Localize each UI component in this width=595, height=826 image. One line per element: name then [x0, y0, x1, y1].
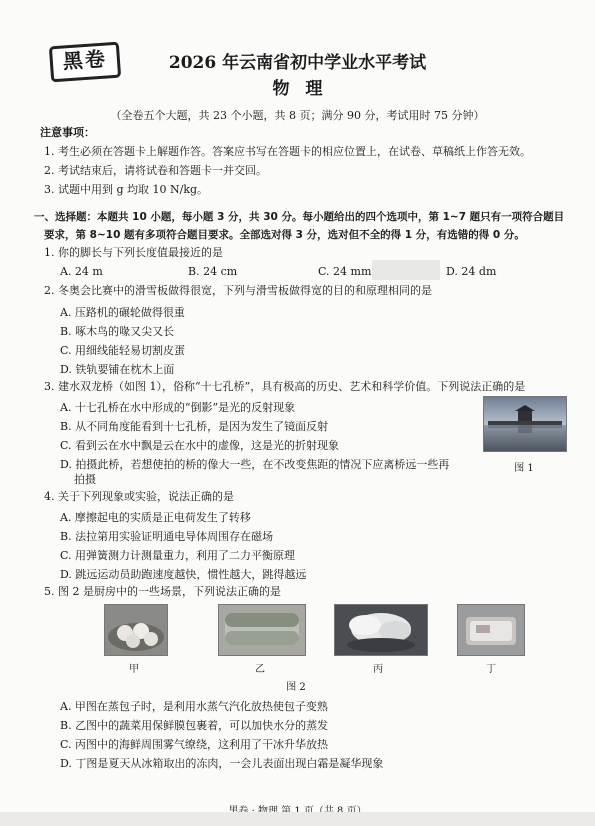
q2-option-c: C. 用细线能轻易切割皮蛋 — [60, 344, 186, 357]
q1-option-b: B. 24 cm — [188, 265, 238, 278]
q4-option-a: A. 摩擦起电的实质是正电荷发生了转移 — [60, 511, 251, 524]
figure-2-yi-wrapped-vegetables — [218, 604, 306, 656]
q3-option-c: C. 看到云在水中飘是云在水中的虚像，这是光的折射现象 — [60, 439, 340, 452]
q1-option-a: A. 24 m — [60, 265, 103, 278]
q5-option-c: C. 丙图中的海鲜周围雾气缭绕，这利用了干冰升华放热 — [60, 738, 329, 751]
figure-1-caption: 图 1 — [514, 463, 534, 474]
figure-2-ding-frozen-meat — [457, 604, 525, 656]
black-paper-stamp: 黑卷 — [49, 42, 121, 83]
notice-heading: 注意事项： — [40, 126, 95, 139]
exam-title: 2026 年云南省初中学业水平考试 — [168, 53, 427, 73]
q2-option-b: B. 啄木鸟的喙又尖又长 — [60, 325, 175, 338]
subject-title: 物理 — [272, 79, 339, 99]
notice-item-2: 2. 考试结束后，请将试卷和答题卡一并交回。 — [44, 164, 267, 177]
q4-option-b: B. 法拉第用实验证明通电导体周围存在磁场 — [60, 530, 274, 543]
figure-2-label-bing: 丙 — [373, 664, 383, 675]
q2-option-d: D. 铁轨要铺在枕木上面 — [60, 363, 175, 376]
wrapped-vegetables-image — [219, 605, 305, 655]
section1-line2: 要求，第 8~10 题有多项符合题目要求。全部选对得 3 分，选对但不全的得 1 分，有选错的得 0 分。 — [44, 229, 525, 241]
figure-1-bridge-photo — [483, 396, 567, 452]
figure-2-caption: 图 2 — [286, 682, 306, 693]
figure-2-jia-steamed-buns — [104, 604, 168, 656]
q4-stem: 4. 关于下列现象或实验，说法正确的是 — [44, 490, 234, 503]
steamed-buns-image — [105, 605, 167, 655]
q1-option-d: D. 24 dm — [446, 265, 497, 278]
q1-stem: 1. 你的脚长与下列长度值最接近的是 — [44, 246, 223, 259]
q2-stem: 2. 冬奥会比赛中的滑雪板做得很宽，下列与滑雪板做得宽的目的和原理相同的是 — [44, 284, 432, 297]
section1-line1: 一、选择题：本题共 10 小题，每小题 3 分，共 30 分。每小题给出的四个选项中，第 1~7 题只有一项符合题目 — [34, 211, 565, 223]
figure-2-bing-seafood-dry-ice — [334, 604, 428, 656]
q4-option-c: C. 用弹簧测力计测量重力，利用了二力平衡原理 — [60, 549, 296, 562]
frozen-meat-image — [458, 605, 524, 655]
figure-2-label-jia: 甲 — [129, 664, 139, 675]
scan-smudge — [372, 260, 440, 280]
q5-option-d: D. 丁图是夏天从冰箱取出的冻肉，一会儿表面出现白霜是凝华现象 — [60, 757, 384, 770]
q3-option-d: D. 拍摄此桥，若想使拍的桥的像大一些，在不改变焦距的情况下应离桥远一些再 — [60, 458, 450, 471]
q5-option-b: B. 乙图中的蔬菜用保鲜膜包裹着，可以加快水分的蒸发 — [60, 719, 329, 732]
figure-2-label-ding: 丁 — [486, 664, 496, 675]
q3-option-d-continued: 拍摄 — [74, 473, 96, 486]
figure-2-label-yi: 乙 — [255, 664, 265, 675]
q2-option-a: A. 压路机的碾轮做得很重 — [60, 306, 185, 319]
q3-option-a: A. 十七孔桥在水中形成的“倒影”是光的反射现象 — [60, 401, 296, 414]
scan-bottom-edge — [0, 812, 595, 826]
bridge-image — [484, 397, 566, 451]
q3-stem: 3. 建水双龙桥（如图 1），俗称“十七孔桥”，具有极高的历史、艺术和科学价值。下列说法正确的是 — [44, 380, 526, 393]
notice-item-3: 3. 试题中用到 g 均取 10 N/kg。 — [44, 183, 209, 196]
q4-option-d: D. 跳远运动员助跑速度越快，惯性越大，跳得越远 — [60, 568, 307, 581]
exam-info-note: （全卷五个大题，共 23 个小题，共 8 页；满分 90 分，考试用时 75 分钟） — [110, 109, 485, 122]
q3-option-b: B. 从不同角度能看到十七孔桥，是因为发生了镜面反射 — [60, 420, 329, 433]
notice-item-1: 1. 考生必须在答题卡上解题作答。答案应书写在答题卡的相应位置上，在试卷、草稿纸上作答无效。 — [44, 145, 531, 158]
seafood-dry-ice-image — [335, 605, 427, 655]
q5-option-a: A. 甲图在蒸包子时，是利用水蒸气汽化放热使包子变熟 — [60, 700, 328, 713]
q5-stem: 5. 图 2 是厨房中的一些场景，下列说法正确的是 — [44, 585, 281, 598]
q1-option-c: C. 24 mm — [318, 265, 372, 278]
